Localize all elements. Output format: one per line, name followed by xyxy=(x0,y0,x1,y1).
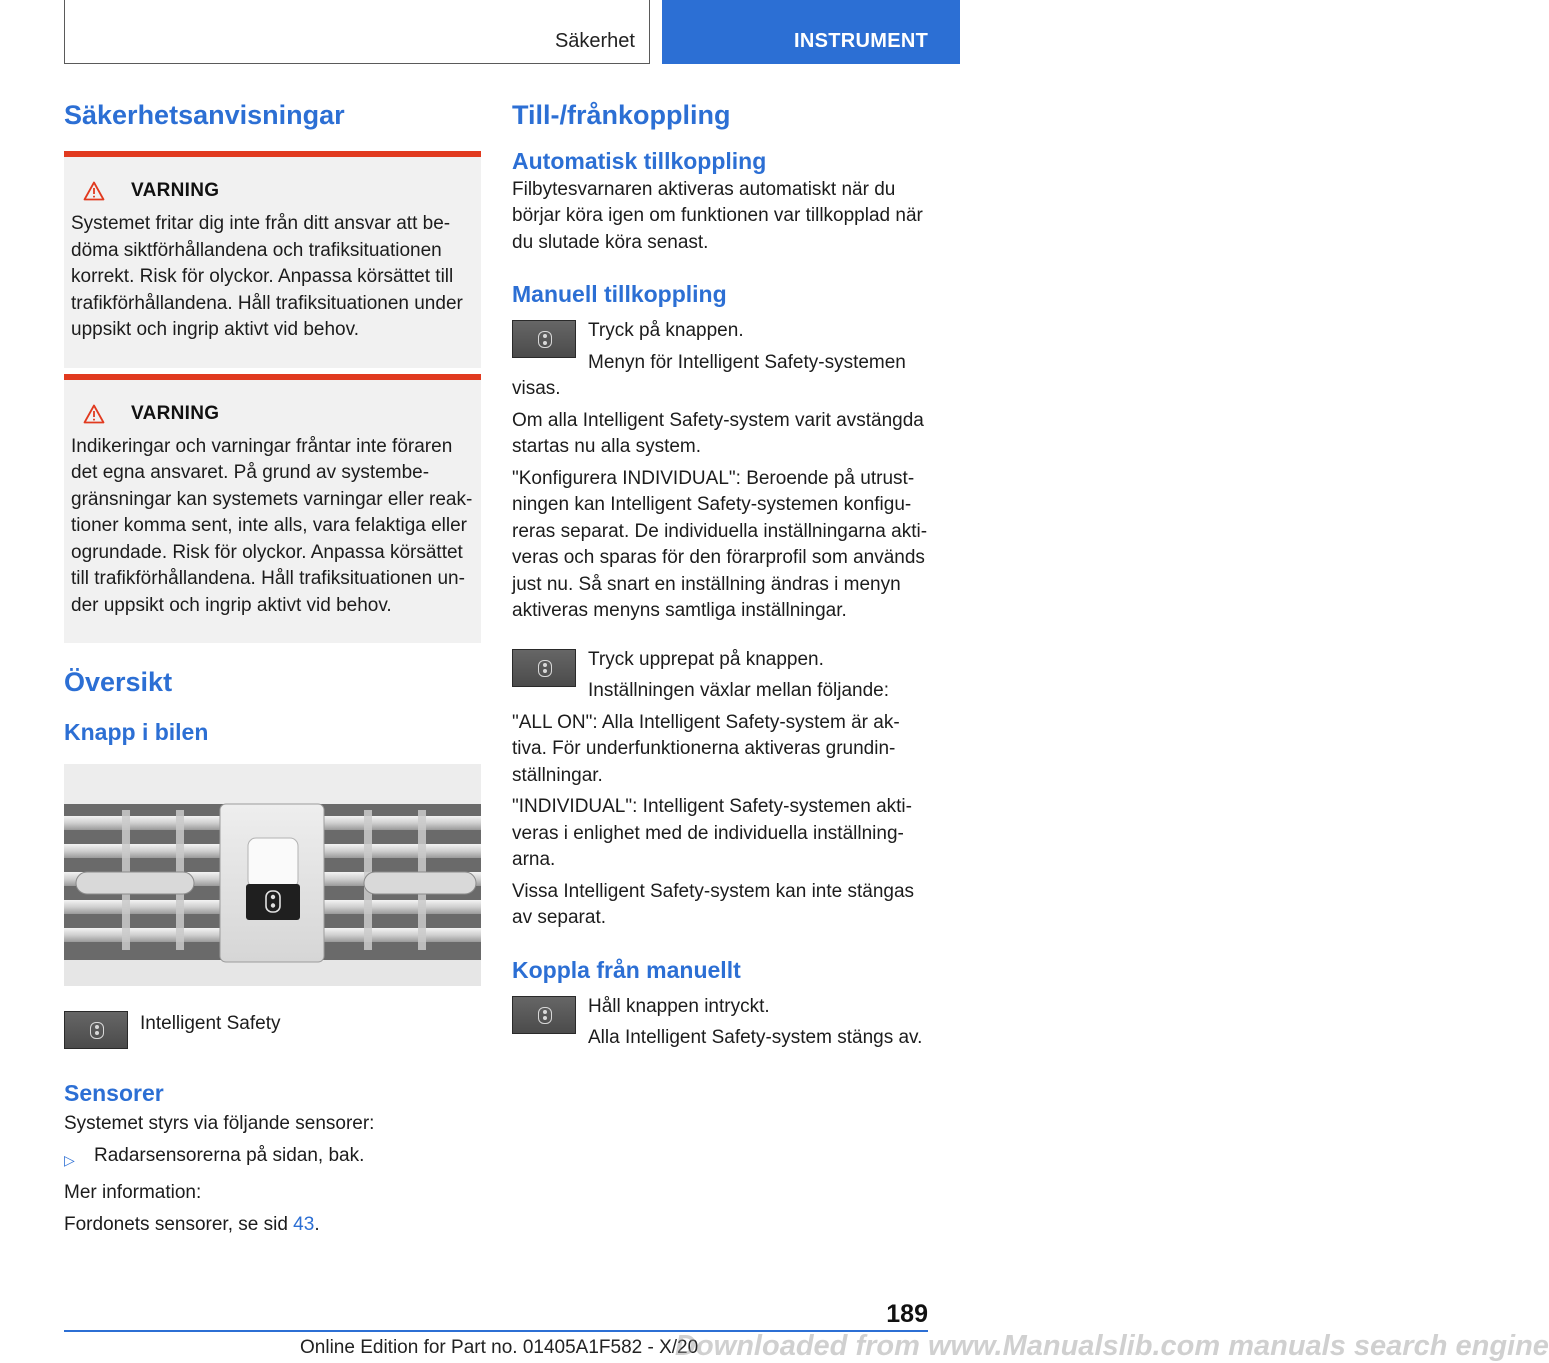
chapter-tab[interactable] xyxy=(662,0,960,64)
button-in-car-title: Knapp i bilen xyxy=(64,719,209,746)
sensors-text: Systemet styrs via följande sensorer: xyxy=(64,1112,375,1134)
safety-button-icon xyxy=(512,996,576,1034)
all-off-result-text: Alla Intelligent Safety-system stängs av. xyxy=(588,1027,923,1049)
toggle-text: Inställningen växlar mellan följande: xyxy=(588,680,890,702)
warning-box-2 xyxy=(64,374,481,644)
warning-text: Systemet fritar dig inte från ditt ansvar att bedöma siktförhållandena och trafiksituationen korrekt. Risk för olyckor. Anpassa körsättet till trafikförhållandena. Håll trafiksituationen under uppsikt och ingrip aktivt vid behov. xyxy=(71,213,463,341)
warning-triangle-icon xyxy=(83,181,105,201)
menu-shown-label: Menyn för Intelligent Safety-systemen visas. xyxy=(512,351,906,400)
auto-on-title: Automatisk tillkoppling xyxy=(512,148,767,175)
warning-text: Indikeringar och varningar fråntar inte föraren det egna ansvaret. På grund av systembegränsningar kan systemets varningar eller reaktioner komma sent, inte alls, vara felaktiga eller ogrundade. Risk för olyckor. Anpassa körsättet till trafikförhållandena. Håll trafiksituationen under uppsikt och ingrip aktivt vid behov. xyxy=(71,435,473,616)
reference-text: Fordonets sensorer, se sid xyxy=(64,1214,294,1236)
edition-text: Online Edition for Part no. 01405A1F582 - X/20 xyxy=(300,1337,699,1358)
sensors-title: Sensorer xyxy=(64,1080,164,1107)
watermark: Downloaded from www.Manualslib.com manuals search engine xyxy=(675,1330,1549,1362)
safety-button-icon xyxy=(512,649,576,687)
section-name: Säkerhet xyxy=(554,30,635,52)
button-caption: Intelligent Safety xyxy=(140,1013,281,1035)
all-off-text: Om alla Intelligent Safety-system varit avstängda startas nu alla system. xyxy=(512,409,924,458)
hold-button-row xyxy=(512,994,928,1052)
configure-text: "Konfigurera INDIVIDUAL": Beroende på utrustningen kan Intelligent Safety-systemen konfigureras separat. De individuella inställningarna aktiveras och sparas för den förarprofil som används just nu. Så snart en inställning ändras i menyn aktiveras menyns samtliga inställningar. xyxy=(512,467,928,622)
more-info-text: Mer information: xyxy=(64,1181,202,1203)
warning-triangle-icon xyxy=(83,404,105,424)
chapter-tab-label: INSTRUMENT xyxy=(794,30,929,52)
intelligent-safety-button-row xyxy=(64,1011,481,1055)
manual-off-title: Koppla från manuellt xyxy=(512,956,741,983)
list-item xyxy=(64,1143,481,1174)
bullet-triangle-icon: ▷ xyxy=(64,1152,75,1169)
press-button-row xyxy=(512,318,928,345)
warning-label: VARNING xyxy=(131,402,220,424)
auto-on-text: Filbytesvarnaren aktiveras automatiskt när du börjar köra igen om funktionen var tillkopplad när du slutade köra senast. xyxy=(512,178,923,253)
hold-text: Håll knappen intryckt. xyxy=(588,995,770,1017)
safety-button-icon xyxy=(64,1011,128,1049)
page-link[interactable]: 43 xyxy=(293,1214,315,1236)
press-text: Tryck på knappen. xyxy=(588,320,744,342)
on-off-title: Till-/frånkoppling xyxy=(512,100,731,130)
header-section-box xyxy=(64,0,650,64)
right-column xyxy=(512,98,928,1052)
overview-title: Översikt xyxy=(64,667,173,698)
list-item-text: Radarsensorerna på sidan, bak. xyxy=(94,1145,365,1167)
warning-label: VARNING xyxy=(131,180,220,202)
all-on-text: "ALL ON": Alla Intelligent Safety-system är aktiva. För underfunktionerna aktiveras grundinställningar. xyxy=(512,711,900,786)
warning-box-1 xyxy=(64,151,481,368)
press-repeat-row xyxy=(512,647,928,705)
press-repeat-text: Tryck upprepat på knappen. xyxy=(588,648,824,670)
safety-title: Säkerhetsanvisningar xyxy=(64,100,345,130)
safety-button-icon xyxy=(512,320,576,358)
car-button-photo xyxy=(64,764,481,986)
manual-on-title: Manuell tillkoppling xyxy=(512,281,727,308)
reference xyxy=(64,1212,481,1239)
left-column xyxy=(64,98,481,1239)
some-systems-text: Vissa Intelligent Safety-system kan inte stängas av separat. xyxy=(512,880,915,929)
individual-text: "INDIVIDUAL": Intelligent Safety-systemen aktiveras i enlighet med de individuella inställningarna. xyxy=(512,796,912,871)
page-number: 189 xyxy=(886,1300,928,1328)
reference-end: . xyxy=(314,1214,320,1236)
